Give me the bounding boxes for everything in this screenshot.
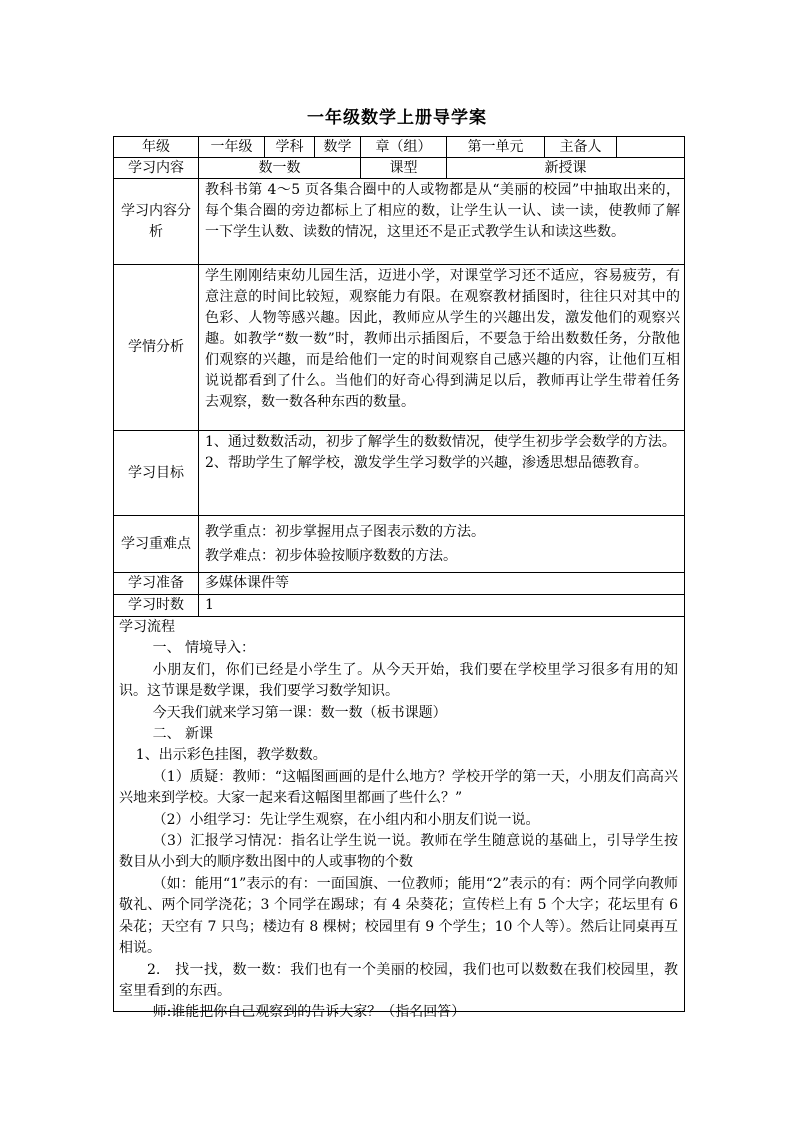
prep-label: 学习准备 <box>114 573 199 594</box>
goals-label: 学习目标 <box>114 431 199 515</box>
chapter-value: 第一单元 <box>447 137 545 157</box>
preparer-label: 主备人 <box>545 137 617 157</box>
chapter-label: 章（组） <box>361 137 447 157</box>
process-line-10: 2. 找一找，数一数：我们也有一个美丽的校园，我们也可以数数在我们校园里，教室里看到的东西。 <box>119 961 678 999</box>
analysis-text: 教科书第 4～5 页各集合圈中的人或物都是从“美丽的校园”中抽取出来的，每个集合圈的旁边都标上了相应的数，让学生认一认、读一读，使教师了解一下学生认数、读数的情况，这里还不是正式教学生认和读这些数。 <box>205 182 680 240</box>
process-line-1: 一、 情境导入： <box>152 640 256 657</box>
goal-item-2: 2、帮助学生了解学校，激发学生学习数学的兴趣，渗透思想品德教育。 <box>205 455 648 471</box>
content-row <box>114 158 684 179</box>
prep-row <box>114 573 684 595</box>
lesson-plan-table <box>113 136 685 1021</box>
goal-item-1: 1、通过数数活动，初步了解学生的数数情况，使学生初步学会数学的方法。 <box>205 434 676 450</box>
analysis-label: 学习内容分析 <box>114 179 199 264</box>
lesson-type-label: 课型 <box>361 158 447 178</box>
content-value: 数一数 <box>199 158 361 178</box>
process-line-5: 1、出示彩色挂图，教学数数。 <box>135 747 327 764</box>
student-analysis-row <box>114 265 684 431</box>
document-title: 一年级数学上册导学案 <box>307 108 487 128</box>
grade-value: 一年级 <box>199 137 265 157</box>
lesson-type-value: 新授课 <box>544 159 587 176</box>
subject-label: 学科 <box>265 137 315 157</box>
process-line-9: （如：能用“1”表示的有：一面国旗、一位教师；能用“2”表示的有：两个同学向教师敬礼、两个同学浇花；3 个同学在踢球；有 4 朵葵花；宣传栏上有 5 个大字；花坛里有 6 朵花；天空有 7 只鸟；楼边有 8 棵树；校园里有 9 个学生；10 个人等）。然后让同桌再互相说。 <box>119 875 678 957</box>
process-line-6: （1）质疑：教师：“这幅图画画的是什么地方？学校开学的第一天，小朋友们高高兴兴地来到学校。大家一起来看这幅图里都画了些什么？” <box>119 768 678 807</box>
content-label: 学习内容 <box>114 158 199 178</box>
analysis-row <box>114 179 684 265</box>
grade-label: 年级 <box>114 137 199 157</box>
process-heading: 学习流程 <box>119 619 175 635</box>
prep-value: 多媒体课件等 <box>205 575 289 591</box>
process-line-3: 今天我们就来学习第一课：数一数（板书课题） <box>152 704 447 721</box>
keypoints-label: 学习重难点 <box>114 516 199 572</box>
process-line-11: 师:谁能把你自己观察到的告诉大家？（指名回答） <box>152 1004 466 1021</box>
process-line-4: 二、 新课 <box>152 726 214 743</box>
subject-value: 数学 <box>315 137 361 157</box>
keypoints-text <box>199 516 684 572</box>
hours-row <box>114 595 684 617</box>
learning-process <box>114 617 684 1024</box>
goals-row <box>114 431 684 516</box>
process-line-2: 小朋友们，你们已经是小学生了。从今天开始，我们要在学校里学习很多有用的知识。这节课是数学课，我们要学习数学知识。 <box>119 661 678 700</box>
hours-value: 1 <box>205 597 214 613</box>
goals-text <box>199 431 684 515</box>
process-line-7: （2）小组学习：先让学生观察，在小组内和小朋友们说一说。 <box>152 811 540 828</box>
hours-label: 学习时数 <box>114 595 199 616</box>
student-analysis-label: 学情分析 <box>114 265 199 430</box>
student-analysis-text: 学生刚刚结束幼儿园生活，迈进小学，对课堂学习还不适应，容易疲劳，有意注意的时间比较短，观察能力有限。在观察教材插图时，往往只对其中的色彩、人物等感兴趣。因此，教师应从学生的兴趣出发，激发他们的观察兴趣。如教学“数一数”时，教师出示插图后，不要急于给出数数任务，分散他们观察的兴趣，而是给他们一定的时间观察自己感兴趣的内容，让他们互相说说都看到了什么。当他们的好奇心得到满足以后，教师再让学生带着任务去观察，数一数各种东西的数量。 <box>205 268 680 410</box>
header-row <box>114 137 684 158</box>
difficult-point: 教学难点：初步体验按顺序数数的方法。 <box>205 548 457 564</box>
preparer-value <box>617 137 684 157</box>
key-point: 教学重点：初步掌握用点子图表示数的方法。 <box>205 524 485 540</box>
process-line-8: （3）汇报学习情况：指名让学生说一说。教师在学生随意说的基础上，引导学生按数目从小到大的顺序数出图中的人或事物的个数 <box>119 833 678 871</box>
keypoints-row <box>114 516 684 573</box>
